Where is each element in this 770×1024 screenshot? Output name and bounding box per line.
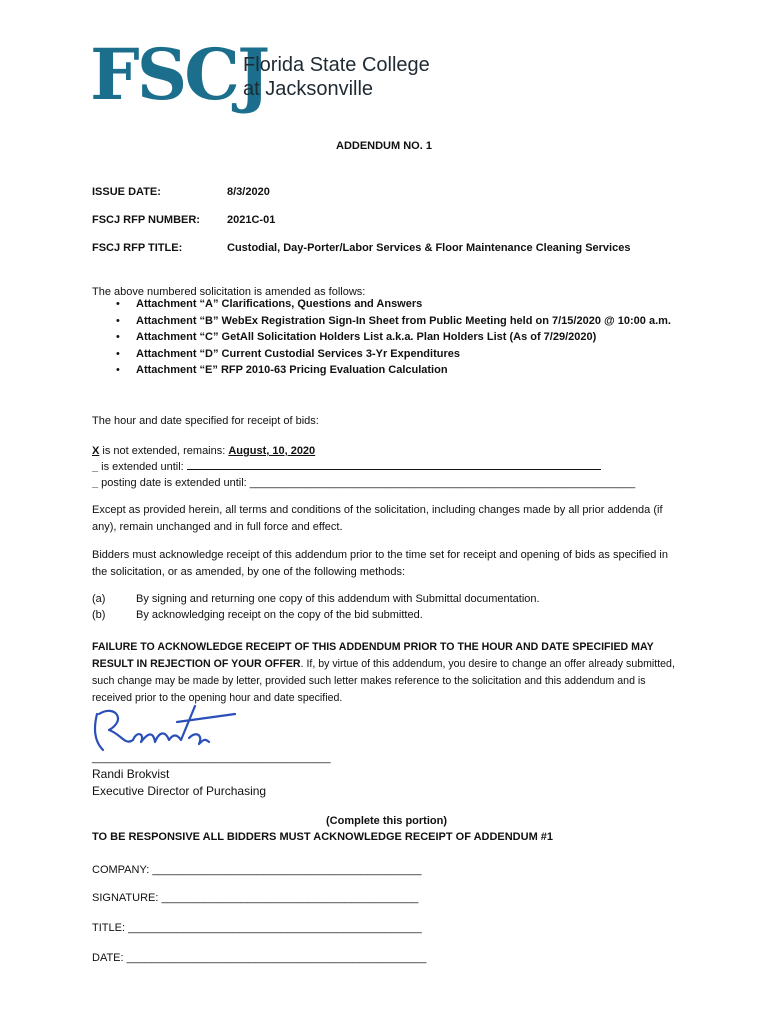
attachment-item: • Attachment “B” WebEx Registration Sign-In Sheet from Public Meeting held on 7/15/2020 @ 10:00 a.m. [116,315,671,332]
attachment-list [116,298,671,381]
option-mark: X [92,445,100,457]
attachment-item: • Attachment “A” Clarifications, Questions and Answers [116,298,671,315]
attachment-item: • Attachment “D” Current Custodial Services 3-Yr Expenditures [116,348,671,365]
date-field[interactable] [92,952,426,964]
logo-college-location: at Jacksonville [243,78,374,100]
logo-college-name: Florida State College [243,54,430,76]
failure-warning: FAILURE TO ACKNOWLEDGE RECEIPT OF THIS ADDENDUM PRIOR TO THE HOUR AND DATE SPECIFIED MAY RESULT IN REJECTION OF YOUR OFFER [92,641,654,670]
attachment-item: • Attachment “C” GetAll Solicitation Holders List a.k.a. Plan Holders List (As of 7/29/2020) [116,331,671,348]
responsive-note: TO BE RESPONSIVE ALL BIDDERS MUST ACKNOWLEDGE RECEIPT OF ADDENDUM #1 [92,831,554,843]
deadline-date: August, 10, 2020 [228,445,316,457]
option-posting [92,477,635,489]
signer-name: Randi Brokvist [92,767,170,781]
option-mark: _ [92,461,99,473]
extended-date-blank [187,468,601,470]
handwritten-signature [85,700,245,760]
company-label: COMPANY: [92,864,153,876]
amended-intro: The above numbered solicitation is amended as follows: [92,286,366,298]
option-mark: _ [92,477,99,489]
signature-blank[interactable]: __________________________________________ [161,892,419,904]
rfp-number-label: FSCJ RFP NUMBER: [92,214,200,226]
rfp-number-value: 2021C-01 [227,214,276,226]
method-text: By signing and returning one copy of this addendum with Submittal documentation. [136,593,540,605]
issue-date-label: ISSUE DATE: [92,186,161,198]
option-not-extended [92,445,315,457]
option-text: posting date is extended until: [98,477,250,489]
signature-line: _______________________________________ [92,752,331,764]
date-label: DATE: [92,952,127,964]
method-text: By acknowledging receipt on the copy of the bid submitted. [136,609,423,621]
bid-receipt-intro: The hour and date specified for receipt of bids: [92,415,319,427]
option-text: is not extended, remains: [99,445,229,457]
acknowledge-paragraph: Bidders must acknowledge receipt of this addendum prior to the time set for receipt and opening of bids as specified in the solicitation, or as amended, by one of the following methods: [92,549,668,578]
failure-paragraph [92,639,684,707]
except-paragraph: Except as provided herein, all terms and conditions of the solicitation, including changes made by all prior addenda (if any), remain unchanged and in full force and effect. [92,504,663,533]
method-key: (b) [92,609,106,621]
rfp-title-value: Custodial, Day-Porter/Labor Services & Floor Maintenance Cleaning Services [227,242,631,254]
failure-detail: . If, by virtue of this addendum, you desire to change an offer already submitted, such change may be made by letter, provided such letter makes reference to the solicitation and this addendum and is received prior to the opening hour and date specified. [92,658,675,704]
signature-label: SIGNATURE: [92,892,162,904]
option-extended [92,461,601,473]
title-field[interactable] [92,922,422,934]
complete-portion-heading: (Complete this portion) [326,815,447,827]
posting-date-blank: _______________________________________________________________ [249,477,636,489]
attachment-item: • Attachment “E” RFP 2010-63 Pricing Evaluation Calculation [116,364,671,381]
logo-mark: FSCJ [90,33,268,116]
signature-field[interactable] [92,892,418,904]
date-blank[interactable]: _________________________________________________ [126,952,427,964]
option-text: is extended until: [98,461,187,473]
addendum-title: ADDENDUM NO. 1 [336,140,432,152]
title-label: TITLE: [92,922,129,934]
company-blank[interactable]: ____________________________________________ [152,864,422,876]
company-field[interactable] [92,864,422,876]
rfp-title-label: FSCJ RFP TITLE: [92,242,183,254]
title-blank[interactable]: ________________________________________________ [128,922,422,934]
signer-title: Executive Director of Purchasing [92,784,267,798]
issue-date-value: 8/3/2020 [227,186,270,198]
method-key: (a) [92,593,106,605]
